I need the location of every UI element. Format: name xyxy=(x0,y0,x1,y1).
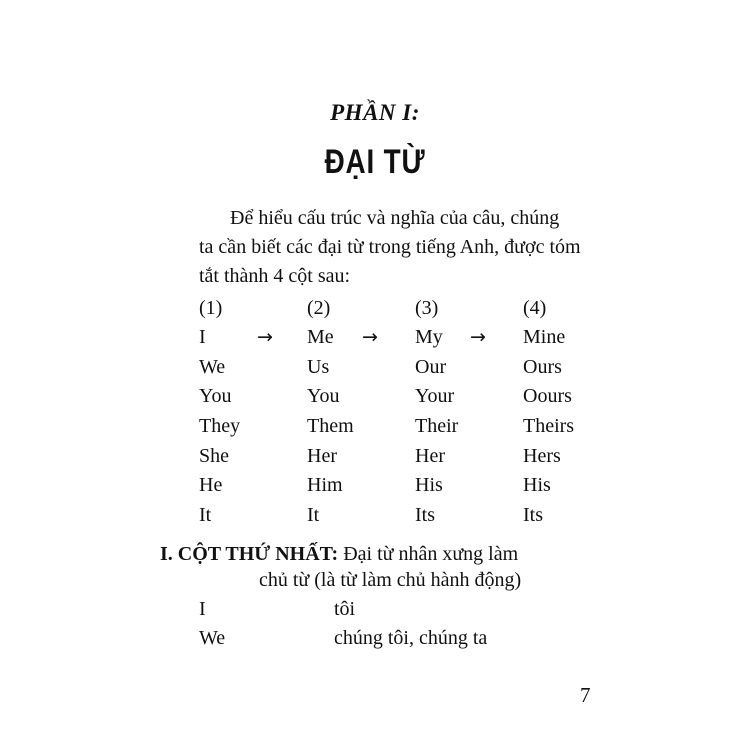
chapter-title: ĐẠI TỪ xyxy=(324,143,426,181)
pronoun-english: I xyxy=(199,598,206,620)
section-description: Đại từ nhân xưng làm xyxy=(338,543,519,565)
table-cell: You xyxy=(199,385,232,407)
column-header-2: (2) xyxy=(307,297,331,319)
table-cell: Its xyxy=(523,504,543,526)
right-arrow-icon: → xyxy=(362,326,378,348)
pronoun-vietnamese: tôi xyxy=(334,598,356,620)
column-header-1: (1) xyxy=(199,297,223,319)
table-cell: Me xyxy=(307,326,334,348)
table-cell: He xyxy=(199,474,223,496)
pronoun-english: We xyxy=(199,627,226,649)
table-cell: Him xyxy=(307,474,343,496)
table-cell: Its xyxy=(415,504,435,526)
table-cell: It xyxy=(307,504,320,526)
table-cell: My xyxy=(415,326,443,348)
table-cell: Hers xyxy=(523,445,561,467)
table-cell: Them xyxy=(307,415,354,437)
table-cell: Us xyxy=(307,356,330,378)
table-cell: Oours xyxy=(523,385,572,407)
intro-line-1: Để hiểu cấu trúc và nghĩa của câu, chúng xyxy=(230,207,560,229)
section-heading xyxy=(160,543,518,566)
table-cell: Her xyxy=(415,445,445,467)
right-arrow-icon: → xyxy=(470,326,486,348)
table-cell: They xyxy=(199,415,241,437)
table-cell: Their xyxy=(415,415,459,437)
column-header-3: (3) xyxy=(415,297,439,319)
table-cell: Ours xyxy=(523,356,562,378)
table-cell: She xyxy=(199,445,229,467)
table-cell: Her xyxy=(307,445,337,467)
section-description-continued: chủ từ (là từ làm chủ hành động) xyxy=(259,569,522,591)
table-cell: We xyxy=(199,356,226,378)
intro-paragraph xyxy=(199,204,619,291)
intro-line-2: ta cần biết các đại từ trong tiếng Anh, được tóm xyxy=(199,236,581,258)
table-cell: Our xyxy=(415,356,447,378)
intro-line-3: tắt thành 4 cột sau: xyxy=(199,265,351,287)
table-cell: I xyxy=(199,326,206,348)
table-cell: It xyxy=(199,504,212,526)
column-header-4: (4) xyxy=(523,297,547,319)
table-cell: Your xyxy=(415,385,455,407)
page-number: 7 xyxy=(580,683,591,707)
table-cell: His xyxy=(415,474,443,496)
table-cell: His xyxy=(523,474,551,496)
table-cell: Theirs xyxy=(523,415,575,437)
part-title: PHẦN I: xyxy=(330,100,420,125)
table-cell: You xyxy=(307,385,340,407)
pronoun-vietnamese: chúng tôi, chúng ta xyxy=(334,627,488,649)
table-cell: Mine xyxy=(523,326,566,348)
section-title: I. CỘT THỨ NHẤT: xyxy=(160,543,339,565)
right-arrow-icon: → xyxy=(257,326,273,348)
